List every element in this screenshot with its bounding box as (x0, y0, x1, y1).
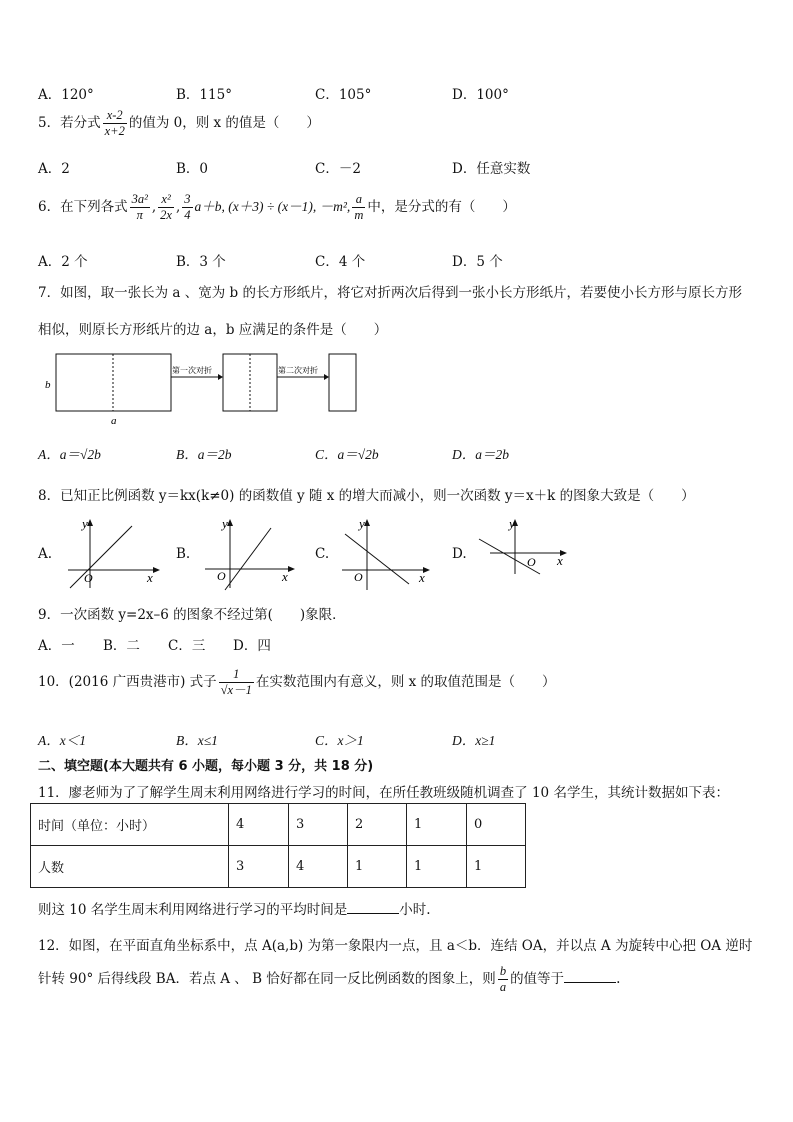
answer-blank (347, 901, 399, 914)
q6-option-a: A．2 个 (38, 254, 88, 270)
table-cell: 人数 (31, 846, 229, 888)
table-cell: 4 (229, 804, 289, 846)
svg-text:O: O (527, 555, 536, 569)
q6-option-d: D．5 个 (452, 254, 503, 270)
svg-text:y: y (222, 516, 228, 531)
q4-option-c: C．105° (315, 87, 372, 103)
q10-option-c: C．x＞1 (315, 733, 364, 748)
q11-table (30, 803, 526, 888)
q12-frac-num: b (499, 964, 507, 978)
q6-fraction-1 (130, 192, 150, 223)
q8-graph-c (337, 514, 442, 594)
table-cell: 时间（单位：小时） (31, 804, 229, 846)
q5-option-b: B．0 (176, 161, 209, 177)
q6-option-c: C．4 个 (315, 254, 366, 270)
q9-option-b: B．二 (103, 638, 140, 654)
q12-line2-suffix: 的值等于 (510, 971, 565, 987)
question-6: 6．在下列各式 $\frac{\text{3a²}}{\pi}$ , $\frac{\text{x²}}{2x}$ , $\frac{3}{4}$ a＋b, (x＋3) ÷ (x－1), －m², $\frac{a}{m}$ 中，是分式的有（ ） (38, 192, 516, 222)
q4-option-d: D．100° (452, 87, 509, 103)
table-cell: 2 (348, 804, 407, 846)
q8-graph-a (60, 514, 165, 594)
q12-fraction (498, 964, 508, 995)
svg-text:x: x (419, 570, 425, 585)
svg-text:O: O (217, 569, 226, 583)
q8-option-c: C. (315, 546, 330, 562)
q7-line-1: 7．如图，取一张长为 a 、宽为 b 的长方形纸片，将它对折两次后得到一张小长方形纸片，若要使小长方形与原长方形 (38, 285, 742, 301)
table-row (31, 804, 526, 846)
q8-option-d: D. (452, 546, 467, 562)
line-a (70, 526, 132, 588)
table-cell: 1 (407, 804, 467, 846)
fold-1-label: 第一次对折 (172, 366, 212, 375)
q6-option-b: B．3 个 (176, 254, 226, 270)
question-5 (38, 108, 320, 139)
arrow-2-head (324, 374, 329, 380)
svg-text:y: y (82, 516, 88, 531)
q8-graph-b (197, 514, 302, 594)
q5-fraction (103, 108, 127, 139)
q10-option-d: D．x≥1 (452, 733, 496, 748)
q6-suffix: 中，是分式的有（ ） (367, 199, 516, 215)
svg-text:O: O (84, 571, 93, 585)
q5-suffix: 的值为 0，则 x 的值是（ ） (128, 115, 320, 131)
q9-option-c: C．三 (168, 638, 206, 654)
q11-after-prefix: 则这 10 名学生周末利用网络进行学习的平均时间是 (38, 902, 348, 918)
label-b: b (45, 379, 51, 391)
q5-option-a: A．2 (38, 161, 70, 177)
q11-after-suffix: 小时. (399, 902, 431, 918)
q6-f3-den: 4 (184, 208, 191, 222)
label-a: a (111, 415, 117, 427)
q9-option-a: A．一 (38, 638, 75, 654)
q6-fraction-3 (182, 192, 192, 223)
q6-f4-num: a (352, 192, 365, 208)
q5-prefix: 5．若分式 (38, 115, 101, 131)
q10-frac-num: 1 (219, 667, 254, 683)
q6-f2-num: x² (158, 192, 174, 208)
svg-text:y: y (509, 516, 515, 531)
table-cell: 0 (467, 804, 526, 846)
svg-text:x: x (147, 570, 153, 585)
q6-f2-den: 2x (160, 208, 172, 222)
q6-f3-num: 3 (184, 192, 191, 206)
q7-option-b: B．a＝2b (176, 447, 232, 462)
table-cell: 4 (289, 846, 348, 888)
svg-text:x: x (557, 553, 563, 568)
q12-line2-prefix: 针转 90° 后得线段 BA．若点 A 、 B 恰好都在同一反比例函数的图象上，则 (38, 971, 496, 987)
q7-folding-diagram (40, 348, 370, 430)
arrow-1-head (218, 374, 223, 380)
q7-option-a: A．a＝√2b (38, 447, 101, 462)
fold-2-label: 第二次对折 (278, 366, 318, 375)
table-row (31, 846, 526, 888)
q10-fraction (219, 667, 254, 698)
q12-frac-den: a (499, 980, 507, 994)
q6-f1-den: π (136, 208, 143, 222)
q7-line-2: 相似，则原长方形纸片的边 a，b 应满足的条件是（ ） (38, 322, 388, 338)
quarter-rectangle (329, 354, 356, 411)
q11-text: 11．廖老师为了了解学生周末利用网络进行学习的时间，在所任教班级随机调查了 10 名学生，其统计数据如下表： (38, 785, 729, 801)
q5-option-d: D．任意实数 (452, 161, 531, 177)
q4-option-a: A．120° (38, 87, 94, 103)
q5-frac-num: x-2 (103, 108, 127, 124)
q7-option-d: D．a＝2b (452, 447, 509, 462)
q6-prefix: 6．在下列各式 (38, 199, 128, 215)
question-10 (38, 667, 556, 698)
svg-text:x: x (282, 569, 288, 584)
q10-prefix: 10．(2016 广西贵港市) 式子 (38, 674, 217, 690)
q8-option-a: A. (38, 546, 53, 562)
svg-text:y: y (359, 516, 365, 531)
table-cell: 1 (467, 846, 526, 888)
q10-suffix: 在实数范围内有意义，则 x 的取值范围是（ ） (255, 674, 556, 690)
q12-line-1: 12．如图，在平面直角坐标系中，点 A(a,b) 为第一象限内一点，且 a＜b．连结 OA，并以点 A 为旋转中心把 OA 逆时 (38, 938, 753, 954)
q4-option-b: B．115° (176, 87, 232, 103)
table-cell: 3 (229, 846, 289, 888)
q10-option-a: A．x＜1 (38, 733, 86, 748)
q5-option-c: C．－2 (315, 161, 361, 177)
q6-fraction-2 (158, 192, 174, 223)
q5-frac-den: x+2 (104, 124, 125, 138)
answer-blank (564, 970, 616, 983)
line-b (225, 528, 271, 590)
svg-text:O: O (354, 570, 363, 584)
table-cell: 1 (348, 846, 407, 888)
q8-option-b: B. (176, 546, 191, 562)
q8-text: 8．已知正比例函数 y＝kx(k≠0) 的函数值 y 随 x 的增大而减小，则一次函数 y＝x＋k 的图象大致是（ ） (38, 488, 695, 504)
table-cell: 3 (289, 804, 348, 846)
q11-follow-up (38, 898, 431, 918)
q6-f4-den: m (354, 208, 364, 222)
q10-frac-den: √x－1 (220, 683, 252, 697)
q10-option-b: B．x≤1 (176, 733, 218, 748)
q7-option-c: C．a＝√2b (315, 447, 379, 462)
q9-option-d: D．四 (233, 638, 271, 654)
q8-graph-d (474, 514, 579, 594)
q9-text: 9．一次函数 y=2x–6 的图象不经过第( )象限． (38, 607, 346, 623)
q6-f1-num: 3a² (131, 192, 148, 206)
q6-fraction-4 (352, 192, 365, 223)
q6-middle: a＋b, (x＋3) ÷ (x－1), －m², (194, 199, 351, 214)
section-2-heading: 二、填空题(本大题共有 6 小题，每小题 3 分，共 18 分) (38, 759, 374, 774)
table-cell: 1 (407, 846, 467, 888)
question-12-line-2: 针转 90° 后得线段 BA．若点 A 、 B 恰好都在同一反比例函数的图象上，则 $\frac{b}{a}$ 的值等于 . (38, 964, 621, 994)
